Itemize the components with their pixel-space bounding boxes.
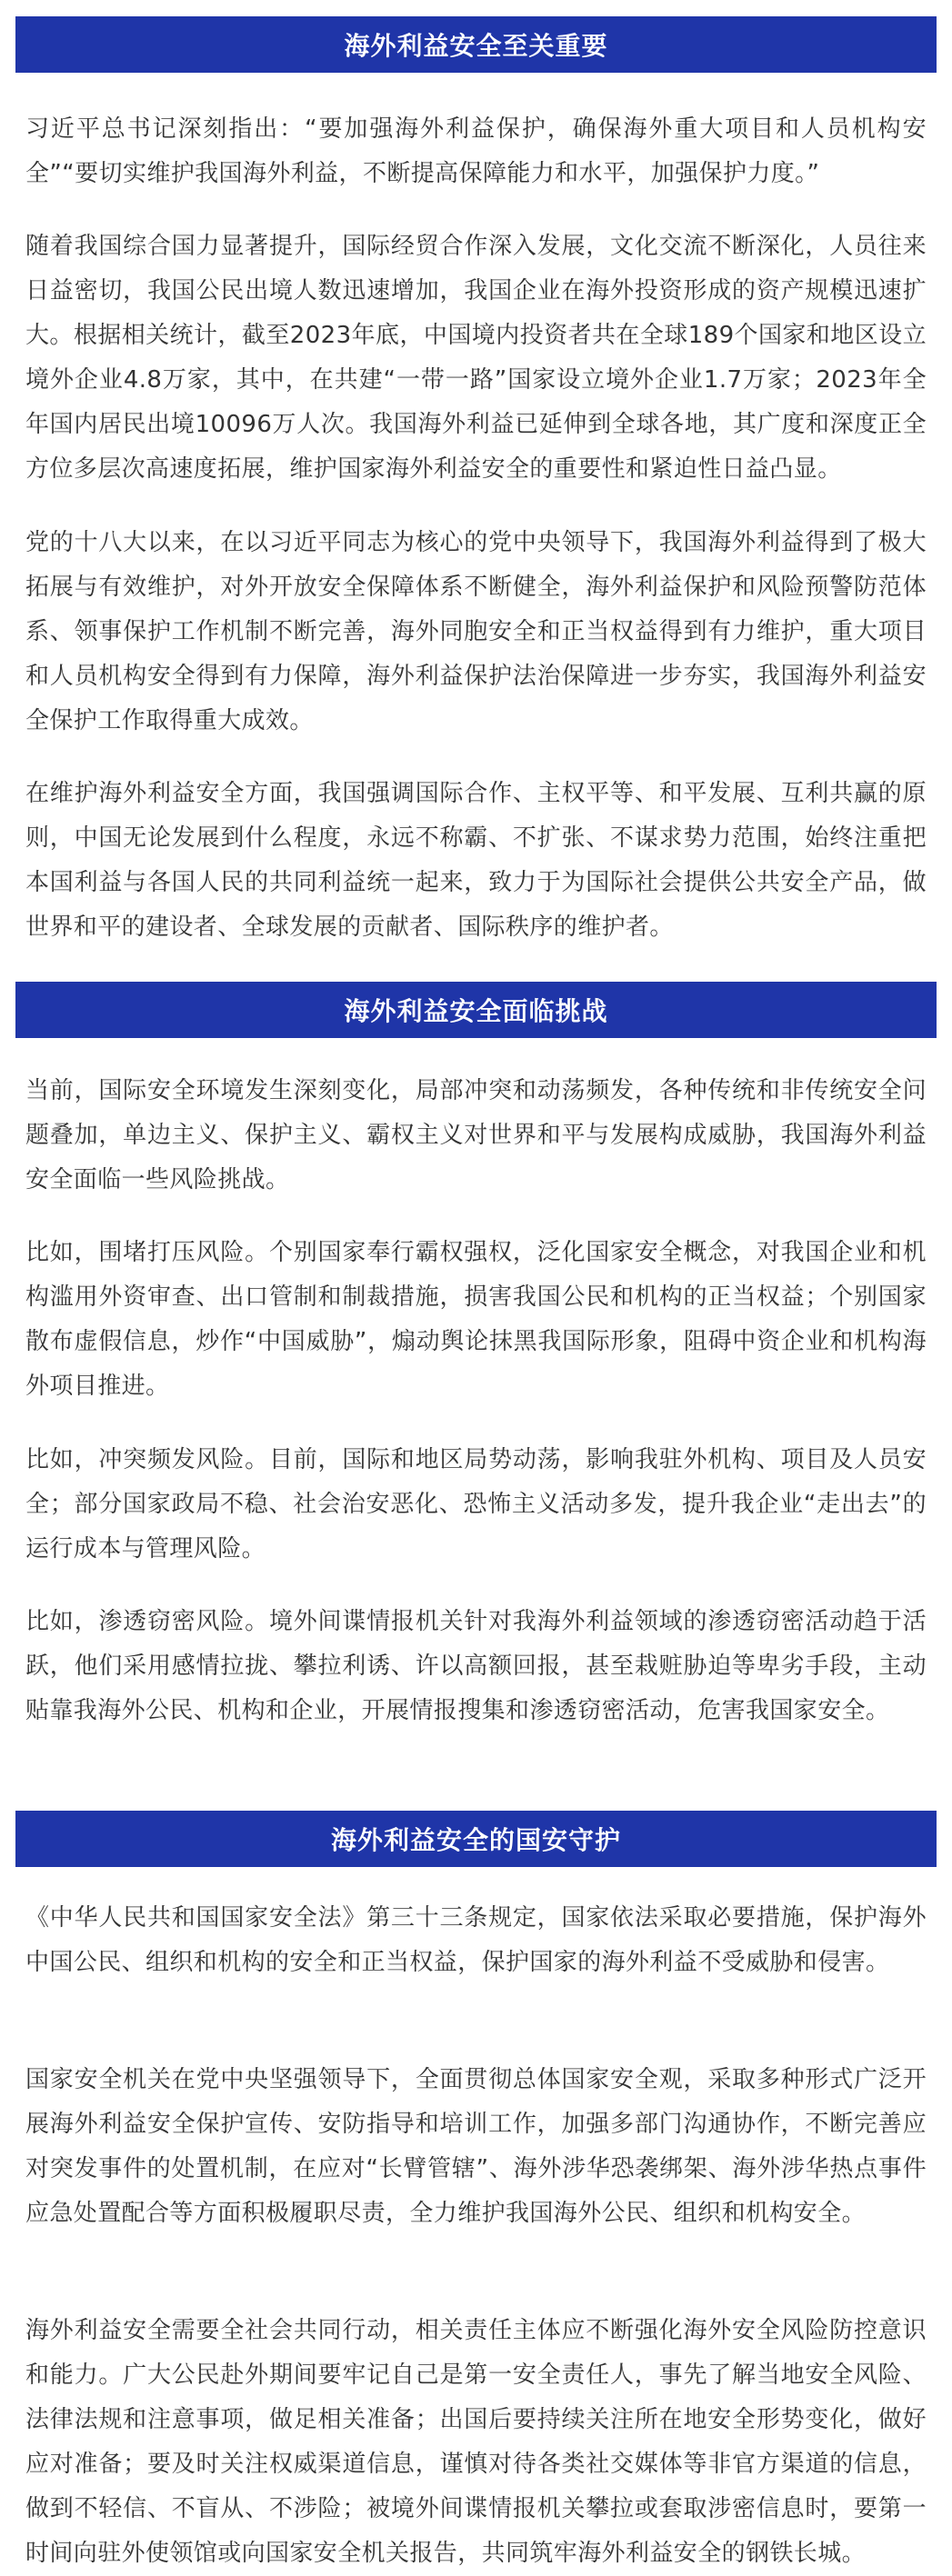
section-header-protection: 海外利益安全的国安守护 xyxy=(15,1811,937,1867)
paragraph: 当前，国际安全环境发生深刻变化，局部冲突和动荡频发，各种传统和非传统安全问题叠加，单边主义、保护主义、霸权主义对世界和平与发展构成威胁，我国海外利益安全面临一些风险挑战。 xyxy=(25,1077,927,1193)
paragraph: 比如，围堵打压风险。个别国家奉行霸权强权，泛化国家安全概念，对我国企业和机构滥用外资审查、出口管制和制裁措施，损害我国公民和机构的正当权益；个别国家散布虚假信息，炒作“中国威胁”，煽动舆论抹黑我国际形象，阻碍中资企业和机构海外项目推进。 xyxy=(25,1239,927,1400)
paragraph: 国家安全机关在党中央坚强领导下，全面贯彻总体国家安全观，采取多种形式广泛开展海外利益安全保护宣传、安防指导和培训工作，加强多部门沟通协作，不断完善应对突发事件的处置机制，在应对“长臂管辖”、海外涉华恐袭绑架、海外涉华热点事件应急处置配合等方面积极履职尽责，全力维护我国海外公民、组织和机构安全。 xyxy=(25,2066,927,2227)
section-header-importance: 海外利益安全至关重要 xyxy=(15,16,937,73)
paragraph: 海外利益安全需要全社会共同行动，相关责任主体应不断强化海外安全风险防控意识和能力。广大公民赴外期间要牢记自己是第一安全责任人，事先了解当地安全风险、法律法规和注意事项，做足相关准备；出国后要持续关注所在地安全形势变化，做好应对准备；要及时关注权威渠道信息，谨慎对待各类社交媒体等非官方渠道的信息，做到不轻信、不盲从、不涉险；被境外间谍情报机关攀拉或套取涉密信息时，要第一时间向驻外使领馆或向国家安全机关报告，共同筑牢海外利益安全的钢铁长城。 xyxy=(25,2317,927,2567)
section-header-challenges: 海外利益安全面临挑战 xyxy=(15,982,937,1038)
paragraph: 比如，渗透窃密风险。境外间谍情报机关针对我海外利益领域的渗透窃密活动趋于活跃，他们采用感情拉拢、攀拉利诱、许以高额回报，甚至栽赃胁迫等卑劣手段，主动贴靠我海外公民、机构和企业，开展情报搜集和渗透窃密活动，危害我国家安全。 xyxy=(25,1608,927,1724)
paragraph: 《中华人民共和国国家安全法》第三十三条规定，国家依法采取必要措施，保护海外中国公民、组织和机构的安全和正当权益，保护国家的海外利益不受威胁和侵害。 xyxy=(25,1904,927,1976)
paragraph: 在维护海外利益安全方面，我国强调国际合作、主权平等、和平发展、互利共赢的原则，中国无论发展到什么程度，永远不称霸、不扩张、不谋求势力范围，始终注重把本国利益与各国人民的共同利益统一起来，致力于为国际社会提供公共安全产品，做世界和平的建设者、全球发展的贡献者、国际秩序的维护者。 xyxy=(25,780,927,941)
paragraph: 随着我国综合国力显著提升，国际经贸合作深入发展，文化交流不断深化，人员往来日益密切，我国公民出境人数迅速增加，我国企业在海外投资形成的资产规模迅速扩大。根据相关统计，截至2023年底，中国境内投资者共在全球189个国家和地区设立境外企业4.8万家，其中，在共建“一带一路”国家设立境外企业1.7万家；2023年全年国内居民出境10096万人次。我国海外利益已延伸到全球各地，其广度和深度正全方位多层次高速度拓展，维护国家海外利益安全的重要性和紧迫性日益凸显。 xyxy=(25,233,927,483)
paragraph: 党的十八大以来，在以习近平同志为核心的党中央领导下，我国海外利益得到了极大拓展与有效维护，对外开放安全保障体系不断健全，海外利益保护和风险预警防范体系、领事保护工作机制不断完善，海外同胞安全和正当权益得到有力维护，重大项目和人员机构安全得到有力保障，海外利益保护法治保障进一步夯实，我国海外利益安全保护工作取得重大成效。 xyxy=(25,529,927,734)
paragraph: 习近平总书记深刻指出：“要加强海外利益保护，确保海外重大项目和人员机构安全”“要切实维护我国海外利益，不断提高保障能力和水平，加强保护力度。” xyxy=(25,115,927,187)
paragraph: 比如，冲突频发风险。目前，国际和地区局势动荡，影响我驻外机构、项目及人员安全；部分国家政局不稳、社会治安恶化、恐怖主义活动多发，提升我企业“走出去”的运行成本与管理风险。 xyxy=(25,1446,927,1563)
